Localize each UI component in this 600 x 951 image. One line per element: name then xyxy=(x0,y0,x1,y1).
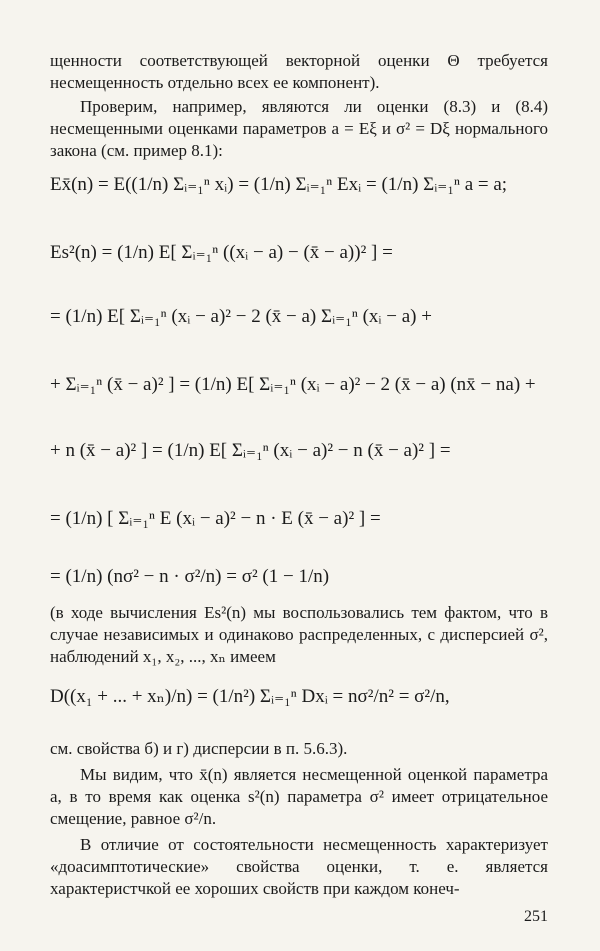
formula-variance-line-6: = (1/n) (nσ² − n · σ²/n) = σ² (1 − 1/n) xyxy=(50,566,330,587)
formula-mean-expectation: Ex̄(n) = E((1/n) Σᵢ₌₁ⁿ xᵢ) = (1/n) Σᵢ₌₁ⁿ Exᵢ = (1/n) Σᵢ₌₁ⁿ a = a; xyxy=(50,174,508,195)
paragraph-check-unbiased: Проверим, например, являются ли оценки (8.3) и (8.4) несмещенными оценками параметров a = Eξ и σ² = Dξ нормального закона (см. пример 8.1): xyxy=(50,97,548,160)
formula-variance-line-4: + n (x̄ − a)² ] = (1/n) E[ Σᵢ₌₁ⁿ (xᵢ − a)² − n (x̄ − a)² ] = xyxy=(50,440,451,461)
paragraph-conclusion: Мы видим, что x̄(n) является несмещенной оценкой параметра a, в то время как оценка s²(n) параметра σ² имеет отрицательное смещение, равное σ²/n. xyxy=(50,765,548,828)
formula-variance-line-3: + Σᵢ₌₁ⁿ (x̄ − a)² ] = (1/n) E[ Σᵢ₌₁ⁿ (xᵢ − a)² − 2 (x̄ − a) (nx̄ − na) + xyxy=(50,374,536,395)
paragraph-continuation: щенности соответствующей векторной оценки Θ требуется несмещенность отдельно всех ее компонент). xyxy=(50,51,548,92)
formula-variance-line-1: Es²(n) = (1/n) E[ Σᵢ₌₁ⁿ ((xᵢ − a) − (x̄ − a))² ] = xyxy=(50,242,393,263)
formula-dispersion-mean: D((x₁ + ... + xₙ)/n) = (1/n²) Σᵢ₌₁ⁿ Dxᵢ = nσ²/n² = σ²/n, xyxy=(50,686,450,707)
paragraph-variance-note: (в ходе вычисления Es²(n) мы воспользовались тем фактом, что в случае независимых и одинаково распределенных, с дисперсией σ², наблюдений x₁, x₂, ..., xₙ имеем xyxy=(50,603,548,666)
paragraph-consistency: В отличие от состоятельности несмещенность характеризует «доасимптотические» свойства оценки, т. е. является характеристчкой ее хороших свойств при каждом конеч- xyxy=(50,835,548,898)
paragraph-see-properties: см. свойства б) и г) дисперсии в п. 5.6.3). xyxy=(50,739,348,758)
page-number: 251 xyxy=(524,908,548,925)
formula-variance-line-5: = (1/n) [ Σᵢ₌₁ⁿ E (xᵢ − a)² − n · E (x̄ − a)² ] = xyxy=(50,508,381,529)
formula-variance-line-2: = (1/n) E[ Σᵢ₌₁ⁿ (xᵢ − a)² − 2 (x̄ − a) Σᵢ₌₁ⁿ (xᵢ − a) + xyxy=(50,306,432,327)
